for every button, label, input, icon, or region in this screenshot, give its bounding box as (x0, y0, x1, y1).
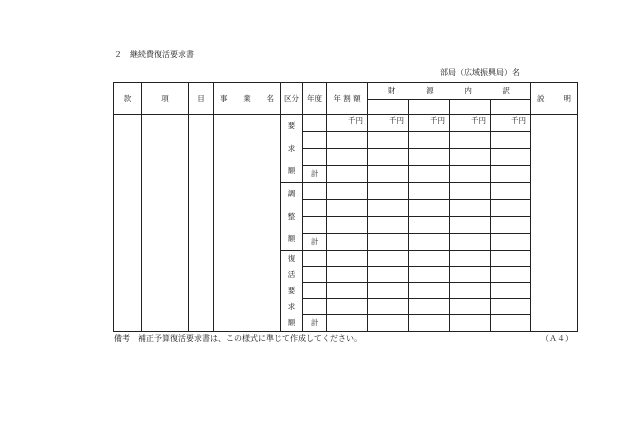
amount-cell[interactable] (409, 315, 450, 332)
unit-label: 千円 (491, 115, 531, 132)
amount-cell[interactable] (327, 251, 368, 267)
amount-cell[interactable] (491, 251, 531, 267)
amount-cell[interactable] (327, 183, 368, 200)
zaigen-subheader-1 (368, 100, 409, 115)
amount-cell[interactable] (491, 183, 531, 200)
total-label: 計 (303, 234, 327, 251)
paper-size-label: （Ａ４） (541, 334, 573, 343)
amount-cell[interactable] (368, 217, 409, 234)
amount-cell[interactable] (409, 299, 450, 315)
amount-cell[interactable] (327, 267, 368, 283)
amount-cell[interactable] (368, 267, 409, 283)
header-nenwari: 年 割 額 (327, 83, 368, 115)
amount-cell[interactable] (409, 251, 450, 267)
amount-cell[interactable] (450, 234, 491, 251)
header-kou: 項 (142, 83, 189, 115)
group-label-fukkatsu-youkyuugaku: 復 活 要 求 額 (281, 251, 303, 332)
amount-cell[interactable] (327, 234, 368, 251)
amount-cell[interactable] (327, 217, 368, 234)
total-label: 計 (303, 315, 327, 332)
nendo-cell[interactable] (303, 149, 327, 166)
nendo-cell[interactable] (303, 132, 327, 149)
amount-cell[interactable] (409, 132, 450, 149)
department-name-label: 部局（広域振興局）名 (440, 68, 520, 77)
amount-cell[interactable] (409, 283, 450, 299)
amount-cell[interactable] (409, 166, 450, 183)
header-moku: 目 (189, 83, 214, 115)
amount-cell[interactable] (368, 283, 409, 299)
amount-cell[interactable] (368, 315, 409, 332)
amount-cell[interactable] (368, 132, 409, 149)
amount-cell[interactable] (450, 149, 491, 166)
amount-cell[interactable] (450, 217, 491, 234)
amount-cell[interactable] (327, 166, 368, 183)
zaigen-subheader-2 (409, 100, 450, 115)
nendo-cell[interactable] (303, 299, 327, 315)
nendo-cell[interactable] (303, 267, 327, 283)
amount-cell[interactable] (368, 234, 409, 251)
header-jigyou-mei: 事 業 名 (214, 83, 281, 115)
amount-cell[interactable] (491, 283, 531, 299)
amount-cell[interactable] (368, 299, 409, 315)
amount-cell[interactable] (450, 267, 491, 283)
kou-cell[interactable] (142, 115, 189, 332)
amount-cell[interactable] (450, 132, 491, 149)
remarks-note: 備考 補正予算復活要求書は、この様式に準じて作成してください。 (114, 334, 362, 343)
amount-cell[interactable] (409, 200, 450, 217)
nendo-cell[interactable] (303, 183, 327, 200)
unit-label: 千円 (409, 115, 450, 132)
continuing-expense-request-table (113, 82, 578, 332)
amount-cell[interactable] (491, 166, 531, 183)
moku-cell[interactable] (189, 115, 214, 332)
header-nendo: 年度 (303, 83, 327, 115)
total-label: 計 (303, 166, 327, 183)
amount-cell[interactable] (327, 200, 368, 217)
amount-cell[interactable] (327, 283, 368, 299)
zaigen-subheader-4 (491, 100, 531, 115)
amount-cell[interactable] (368, 166, 409, 183)
nendo-cell[interactable] (303, 115, 327, 132)
amount-cell[interactable] (491, 267, 531, 283)
nendo-cell[interactable] (303, 217, 327, 234)
amount-cell[interactable] (491, 217, 531, 234)
unit-label: 千円 (368, 115, 409, 132)
amount-cell[interactable] (491, 234, 531, 251)
group-label-youkyuugaku: 要 求 額 (281, 115, 303, 183)
amount-cell[interactable] (491, 315, 531, 332)
amount-cell[interactable] (368, 149, 409, 166)
amount-cell[interactable] (450, 299, 491, 315)
amount-cell[interactable] (409, 234, 450, 251)
unit-label: 千円 (327, 115, 368, 132)
amount-cell[interactable] (368, 200, 409, 217)
kan-cell[interactable] (114, 115, 142, 332)
setsumei-cell[interactable] (531, 115, 578, 332)
amount-cell[interactable] (327, 132, 368, 149)
amount-cell[interactable] (450, 166, 491, 183)
amount-cell[interactable] (327, 299, 368, 315)
header-setsumei: 説 明 (531, 83, 578, 115)
amount-cell[interactable] (327, 315, 368, 332)
amount-cell[interactable] (450, 315, 491, 332)
amount-cell[interactable] (368, 251, 409, 267)
header-kubun: 区分 (281, 83, 303, 115)
amount-cell[interactable] (450, 283, 491, 299)
amount-cell[interactable] (450, 251, 491, 267)
jigyou-mei-cell[interactable] (214, 115, 281, 332)
unit-label: 千円 (450, 115, 491, 132)
amount-cell[interactable] (409, 149, 450, 166)
amount-cell[interactable] (491, 149, 531, 166)
nendo-cell[interactable] (303, 200, 327, 217)
amount-cell[interactable] (368, 183, 409, 200)
amount-cell[interactable] (327, 149, 368, 166)
header-kan: 款 (114, 83, 142, 115)
document-title: ２ 継続費復活要求書 (114, 50, 194, 59)
amount-cell[interactable] (409, 183, 450, 200)
amount-cell[interactable] (450, 200, 491, 217)
amount-cell[interactable] (491, 132, 531, 149)
amount-cell[interactable] (450, 183, 491, 200)
amount-cell[interactable] (491, 200, 531, 217)
zaigen-subheader-3 (450, 100, 491, 115)
amount-cell[interactable] (409, 217, 450, 234)
header-zaigen-uchiwake: 財 源 内 訳 (368, 83, 531, 100)
group-label-chouseigaku: 調 整 額 (281, 183, 303, 251)
amount-cell[interactable] (409, 267, 450, 283)
nendo-cell[interactable] (303, 251, 327, 267)
nendo-cell[interactable] (303, 283, 327, 299)
amount-cell[interactable] (491, 299, 531, 315)
